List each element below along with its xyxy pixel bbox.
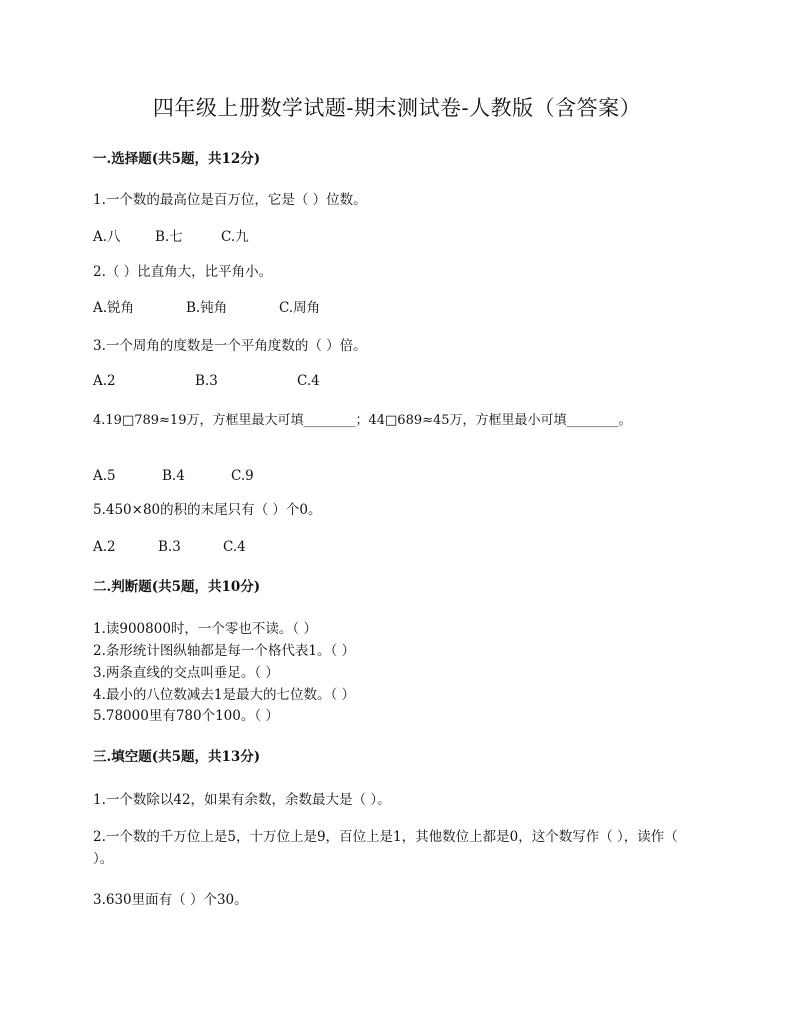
- list-item: 2.条形统计图纵轴都是每一个格代表1。（ ）: [93, 643, 356, 659]
- question-text: 3.一个周角的度数是一个平角度数的（ ）倍。: [93, 338, 367, 354]
- question-text: 3.630里面有（ ）个30。: [93, 892, 248, 908]
- option-b: B.钝角: [186, 300, 228, 316]
- option-c: C.周角: [279, 300, 321, 316]
- option-a: A.5: [93, 468, 116, 484]
- section-heading-fill-in: 三.填空题(共5题，共13分): [93, 749, 261, 765]
- question-options: [93, 299, 320, 317]
- option-a: A.八: [93, 229, 121, 245]
- option-c: C.4: [297, 373, 320, 389]
- option-a: A.2: [93, 539, 116, 555]
- list-item: 5.78000里有780个100。（ ）: [93, 708, 279, 724]
- question-options: [93, 538, 246, 556]
- question-text: 2.一个数的千万位上是5，十万位上是9，百位上是1，其他数位上都是0，这个数写作（ ），读作（ ）。: [93, 829, 678, 867]
- question-text: 2.（ ）比直角大，比平角小。: [93, 264, 273, 280]
- section-heading-choice: 一.选择题(共5题，共12分): [93, 151, 261, 167]
- question-text: 5.450×80的积的末尾只有（ ）个0。: [93, 502, 322, 518]
- option-c: C.4: [223, 539, 246, 555]
- option-a: A.锐角: [93, 300, 135, 316]
- question-text: 1.一个数的最高位是百万位，它是（ ）位数。: [93, 192, 367, 208]
- list-item: 1.读900800时，一个零也不读。（ ）: [93, 621, 317, 637]
- list-item: 4.最小的八位数减去1是最大的七位数。（ ）: [93, 687, 356, 703]
- question-options: [93, 228, 249, 246]
- option-b: B.3: [158, 539, 181, 555]
- list-item: 3.两条直线的交点叫垂足。（ ）: [93, 665, 279, 681]
- option-c: C.九: [221, 229, 249, 245]
- page-title: 四年级上册数学试题-期末测试卷-人教版（含答案）: [152, 96, 642, 120]
- option-c: C.9: [231, 468, 254, 484]
- option-b: B.3: [195, 373, 218, 389]
- option-a: A.2: [93, 373, 116, 389]
- question-options: [93, 372, 320, 390]
- section-heading-judgement: 二.判断题(共5题，共10分): [93, 579, 261, 595]
- option-b: B.七: [155, 229, 183, 245]
- question-text: 1.一个数除以42，如果有余数，余数最大是（ ）。: [93, 792, 391, 808]
- question-text: 4.19□789≈19万，方框里最大可填________；44□689≈45万，方框里最小可填________。: [93, 413, 632, 428]
- option-b: B.4: [162, 468, 185, 484]
- question-options: [93, 467, 254, 485]
